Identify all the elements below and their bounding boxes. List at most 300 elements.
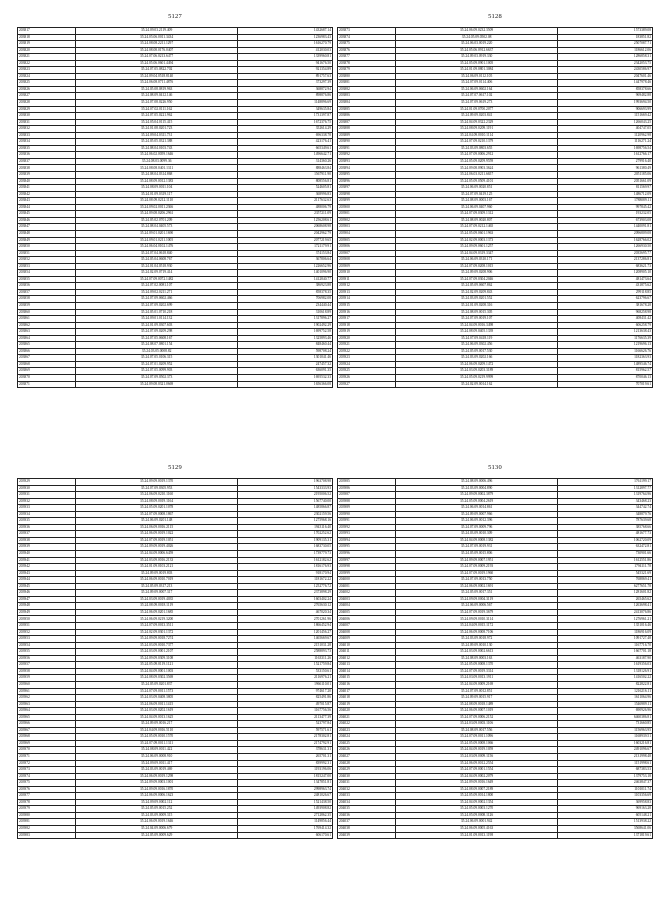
code-cell: 35.24.05.09.0009.629 xyxy=(76,832,238,839)
row-id-cell: 203830 xyxy=(18,113,76,120)
code-cell: 35.24.07.09.0019.931 xyxy=(396,544,558,551)
code-cell: 35.24.09.09.0002.3879 xyxy=(396,492,558,499)
row-id-cell: 203994 xyxy=(338,537,396,544)
amount-cell: 969482.88 xyxy=(558,93,653,100)
code-cell: 35.24.05.04.0115.415 xyxy=(76,119,238,126)
row-id-cell: 203973 xyxy=(18,767,76,774)
code-cell: 35.24.08.09.0405.1339 xyxy=(396,329,558,336)
row-id-cell: 203981 xyxy=(18,819,76,826)
row-id-cell: 203998 xyxy=(338,564,396,571)
amount-cell: 385768.66 xyxy=(558,524,653,531)
code-cell: 35.24.07.02.0081.107 xyxy=(76,283,238,290)
amount-cell: 2507087.71 xyxy=(558,41,653,48)
code-cell: 35.24.07.09.0212.1465 xyxy=(396,224,558,231)
code-cell: 35.24.06.09.0006.567 xyxy=(396,603,558,610)
code-cell: 35.24.03.05.0008.82 xyxy=(76,348,238,355)
code-cell: 35.24.02.09.0209.843 xyxy=(396,289,558,296)
row-id-cell: 203907 xyxy=(338,250,396,257)
code-cell: 35.24.05.09.0607.862 xyxy=(396,283,558,290)
amount-cell: 265465.62 xyxy=(558,596,653,603)
row-id-cell: 203824 xyxy=(18,73,76,80)
row-id-cell: 203876 xyxy=(338,47,396,54)
amount-cell: 1371819.61 xyxy=(558,832,653,839)
row-id-cell: 203937 xyxy=(18,531,76,538)
amount-cell: 1619356.03 xyxy=(558,662,653,669)
code-cell: 35.24.07.09.0011.1096 xyxy=(396,734,558,741)
code-cell: 35.24.05.09.0010.1570 xyxy=(76,734,238,741)
code-cell: 35.24.07.05.0822.702 xyxy=(76,67,238,74)
code-cell: 35.24.05.04.0608.767 xyxy=(76,257,238,264)
row-id-cell: 204012 xyxy=(338,655,396,662)
row-id-cell: 204000 xyxy=(338,577,396,584)
amount-cell: 2113477.39 xyxy=(238,714,333,721)
amount-cell: 1909135.31 xyxy=(238,537,333,544)
amount-cell: 497015.87 xyxy=(238,701,333,708)
row-id-cell: 203997 xyxy=(338,557,396,564)
row-id-cell: 203956 xyxy=(18,655,76,662)
code-cell: 35.24.04.09.0009.2169 xyxy=(396,681,558,688)
code-cell: 35.24.06.09.0232.3509 xyxy=(396,28,558,35)
amount-cell: 1546989.11 xyxy=(558,701,653,708)
amount-cell: 1603216.81 xyxy=(558,740,653,747)
table-row xyxy=(338,832,653,839)
amount-cell: 6460386.81 xyxy=(558,714,653,721)
row-id-cell: 203857 xyxy=(18,289,76,296)
code-cell: 35.24.05.09.0209.9559 xyxy=(396,158,558,165)
amount-cell: 1612182.62 xyxy=(238,557,333,564)
row-id-cell: 203897 xyxy=(338,185,396,192)
amount-cell: 906693.99 xyxy=(558,106,653,113)
code-cell: 35.24.03.09.0013.1911 xyxy=(396,675,558,682)
row-id-cell: 203886 xyxy=(338,113,396,120)
row-id-cell: 204029 xyxy=(338,767,396,774)
code-cell: 35.24.07.09.0011.1311 xyxy=(76,740,238,747)
amount-cell: 605148.21 xyxy=(558,812,653,819)
row-id-cell: 204008 xyxy=(338,629,396,636)
amount-cell: 381678.28 xyxy=(558,302,653,309)
amount-cell: 2174792.91 xyxy=(238,740,333,747)
row-id-cell: 203923 xyxy=(338,355,396,362)
amount-cell: 606170.61 xyxy=(238,832,333,839)
amount-cell: 1866452.94 xyxy=(238,623,333,630)
code-cell: 35.24.09.09.0016.1870 xyxy=(76,786,238,793)
amount-cell: 349635.84 xyxy=(238,106,333,113)
code-cell: 35.24.07.09.0006.2912 xyxy=(396,152,558,159)
code-cell: 35.24.04.09.0019.1059 xyxy=(396,747,558,754)
code-cell: 35.24.04.09.0001.1003 xyxy=(76,668,238,675)
code-cell: 35.24.05.05.0321.388 xyxy=(76,139,238,146)
amount-cell: 314360.26 xyxy=(238,158,333,165)
code-cell: 35.24.02.09.0719.414 xyxy=(76,270,238,277)
page-number: 5130 xyxy=(488,464,502,471)
code-cell: 35.24.06.09.0201.1685 xyxy=(76,609,238,616)
code-cell: 35.24.04.09.0322.2329 xyxy=(396,119,558,126)
code-cell: 35.24.03.09.0018.972 xyxy=(396,636,558,643)
code-cell: 35.24.09.09.0019.1370 xyxy=(76,479,238,486)
code-cell: 35.24.07.09.0019.1051 xyxy=(76,537,238,544)
amount-cell: 1496642.71 xyxy=(238,152,333,159)
row-id-cell: 203850 xyxy=(18,244,76,251)
amount-cell: 898876.86 xyxy=(238,93,333,100)
code-cell: 35.24.05.09.0003.1270 xyxy=(396,806,558,813)
amount-cell: 1485866.87 xyxy=(238,505,333,512)
code-cell: 35.24.09.09.0010.3114 xyxy=(396,616,558,623)
amount-cell: 2096809.08 xyxy=(558,230,653,237)
amount-cell: 1148896.69 xyxy=(238,100,333,107)
row-id-cell: 203839 xyxy=(18,172,76,179)
amount-cell: 1275968.16 xyxy=(238,518,333,525)
row-id-cell: 203854 xyxy=(18,270,76,277)
row-id-cell: 203843 xyxy=(18,198,76,205)
code-cell: 35.24.09.01.0201.1690 xyxy=(76,230,238,237)
amount-cell: 2035695.77 xyxy=(558,250,653,257)
row-id-cell: 203957 xyxy=(18,662,76,669)
row-id-cell: 203896 xyxy=(338,178,396,185)
code-cell: 35.24.06.03.0019.220 xyxy=(396,41,558,48)
amount-cell: 1672376.75 xyxy=(238,119,333,126)
amount-cell: 386923.88 xyxy=(238,283,333,290)
code-cell: 35.24.04.09.0016.3498 xyxy=(396,322,558,329)
row-id-cell: 203827 xyxy=(18,93,76,100)
code-cell: 35.24.09.09.0015.917 xyxy=(396,695,558,702)
code-cell: 35.24.08.09.0015.305 xyxy=(396,309,558,316)
code-cell: 35.24.06.09.0219.3200 xyxy=(76,616,238,623)
code-cell: 35.24.09.02.0011.2366 xyxy=(76,204,238,211)
amount-cell: 523797.84 xyxy=(238,721,333,728)
row-id-cell: 203888 xyxy=(338,126,396,133)
amount-cell: 2047601.46 xyxy=(558,73,653,80)
code-cell: 35.24.06.09.0010.7019 xyxy=(76,577,238,584)
code-cell: 35.24.05.09.0014.1800 xyxy=(396,793,558,800)
amount-cell: 2998963.74 xyxy=(238,786,333,793)
code-cell: 35.24.07.09.0019.1960 xyxy=(396,570,558,577)
amount-cell: 1151669.42 xyxy=(558,113,653,120)
code-cell: 35.24.08.09.0011.422 xyxy=(76,747,238,754)
code-cell: 35.24.06.09.0209.1472 xyxy=(396,361,558,368)
amount-cell: 2051185.06 xyxy=(558,172,653,179)
row-id-cell: 203852 xyxy=(18,257,76,264)
amount-cell: 1216216.11 xyxy=(558,688,653,695)
code-cell: 35.24.06.09.0020.851 xyxy=(396,185,558,192)
amount-cell: 2765630.12 xyxy=(238,603,333,610)
row-id-cell: 203833 xyxy=(18,132,76,139)
amount-cell: 1091727.48 xyxy=(558,636,653,643)
code-cell: 35.24.06.09.0016.2115 xyxy=(76,524,238,531)
amount-cell: 690926.96 xyxy=(558,708,653,715)
amount-cell: 2131998.48 xyxy=(558,753,653,760)
page-5129 xyxy=(17,461,333,896)
row-id-cell: 203914 xyxy=(338,296,396,303)
amount-cell: 2068608.98 xyxy=(238,224,333,231)
row-id-cell: 203883 xyxy=(338,93,396,100)
amount-cell: 279916.40 xyxy=(558,158,653,165)
code-cell: 35.24.06.09.0019.1646 xyxy=(76,819,238,826)
row-id-cell: 203837 xyxy=(18,158,76,165)
code-cell: 35.24.07.02.0111.162 xyxy=(76,106,238,113)
row-id-cell: 204016 xyxy=(338,681,396,688)
amount-cell: 1252776.72 xyxy=(238,583,333,590)
amount-cell: 412030.03 xyxy=(238,47,333,54)
row-id-cell: 203980 xyxy=(18,812,76,819)
amount-cell: 481677.73 xyxy=(558,531,653,538)
amount-cell: 1573389.08 xyxy=(558,28,653,35)
row-id-cell: 203818 xyxy=(18,34,76,41)
amount-cell: 768869.41 xyxy=(558,577,653,584)
row-id-cell: 203836 xyxy=(18,152,76,159)
row-id-cell: 203822 xyxy=(18,60,76,67)
row-id-cell: 204018 xyxy=(338,695,396,702)
code-cell: 35.24.07.09.0006.2152 xyxy=(396,714,558,721)
row-id-cell: 204021 xyxy=(338,714,396,721)
code-cell: 35.24.09.09.0019.803 xyxy=(76,570,238,577)
amount-cell: 344742.74 xyxy=(558,505,653,512)
code-cell: 35.24.04.09.0013.1625 xyxy=(76,714,238,721)
code-cell: 35.24.07.05.0221.962 xyxy=(76,113,238,120)
row-id-cell: 203988 xyxy=(338,498,396,505)
code-cell: 35.24.07.08.0226.950 xyxy=(76,100,238,107)
row-id-cell: 204003 xyxy=(338,596,396,603)
amount-cell: 1731397.87 xyxy=(238,113,333,120)
code-cell: 35.24.03.09.0010.7377 xyxy=(76,642,238,649)
row-id-cell: 203930 xyxy=(18,485,76,492)
amount-cell: 858378.35 xyxy=(238,289,333,296)
code-cell: 35.24.02.09.0014.162 xyxy=(396,381,558,388)
row-id-cell: 203941 xyxy=(18,557,76,564)
row-id-cell: 203929 xyxy=(18,479,76,486)
row-id-cell: 203901 xyxy=(338,211,396,218)
amount-cell: 1201456.27 xyxy=(238,629,333,636)
code-cell: 35.24.06.09.0310.171 xyxy=(396,257,558,264)
amount-cell: 1612551.86 xyxy=(558,557,653,564)
code-cell: 35.24.06.09.0407.960 xyxy=(396,204,558,211)
amount-cell: 2302159.56 xyxy=(238,511,333,518)
row-id-cell: 203965 xyxy=(18,714,76,721)
amount-cell: 1447978.46 xyxy=(558,80,653,87)
row-id-cell: 203891 xyxy=(338,145,396,152)
amount-cell: 1263698.41 xyxy=(558,603,653,610)
row-id-cell: 203879 xyxy=(338,67,396,74)
amount-cell: 1186612.06 xyxy=(558,47,653,54)
row-id-cell: 204010 xyxy=(338,642,396,649)
code-cell: 35.24.09.09.0002.112 xyxy=(76,799,238,806)
amount-cell: 1301041.46 xyxy=(238,355,333,362)
code-cell: 35.24.04.09.0010.1114 xyxy=(396,132,558,139)
code-cell: 35.24.05.09.0509.4101 xyxy=(396,178,558,185)
row-id-cell: 203842 xyxy=(18,191,76,198)
page-5127 xyxy=(17,10,333,440)
code-cell: 35.24.09.09.0309.3108 xyxy=(76,655,238,662)
code-cell: 35.24.07.05.0106.315 xyxy=(76,355,238,362)
amount-cell: 1120962.98 xyxy=(558,132,653,139)
code-cell: 35.24.07.09.0001.1554 xyxy=(396,767,558,774)
code-cell: 35.24.06.09.0012.396 xyxy=(396,518,558,525)
code-cell: 35.24.05.09.0017.351 xyxy=(396,590,558,597)
amount-cell: 2373898.29 xyxy=(238,590,333,597)
code-cell: 35.24.01.09.0319.117 xyxy=(76,191,238,198)
amount-cell: 1266043.25 xyxy=(558,119,653,126)
row-id-cell: 204026 xyxy=(338,747,396,754)
row-id-cell: 203880 xyxy=(338,73,396,80)
code-cell: 35.24.05.09.0317.213 xyxy=(76,583,238,590)
row-id-cell: 203976 xyxy=(18,786,76,793)
code-cell: 35.24.08.04.0405.573 xyxy=(76,224,238,231)
code-cell: 35.24.06.09.0001.942 xyxy=(396,819,558,826)
amount-cell: 369958.83 xyxy=(558,799,653,806)
row-id-cell: 203948 xyxy=(18,603,76,610)
code-cell: 35.24.03.09.0009.1156 xyxy=(396,753,558,760)
row-id-cell: 203995 xyxy=(338,544,396,551)
row-id-cell: 203861 xyxy=(18,316,76,323)
amount-cell: 1101011.74 xyxy=(558,786,653,793)
row-id-cell: 204007 xyxy=(338,623,396,630)
row-id-cell: 203834 xyxy=(18,139,76,146)
row-id-cell: 203938 xyxy=(18,537,76,544)
amount-cell: 1963708.98 xyxy=(238,479,333,486)
code-cell: 35.24.03.09.0010.309 xyxy=(396,531,558,538)
row-id-cell: 203955 xyxy=(18,649,76,656)
row-id-cell: 203820 xyxy=(18,47,76,54)
code-cell: 35.24.05.09.0008.1126 xyxy=(396,812,558,819)
row-id-cell: 203823 xyxy=(18,67,76,74)
code-cell: 35.24.04.09.0006.679 xyxy=(76,825,238,832)
row-id-cell: 203920 xyxy=(338,335,396,342)
row-id-cell: 203942 xyxy=(18,564,76,571)
code-cell: 35.24.09.04.0311.731 xyxy=(76,132,238,139)
code-cell: 35.24.07.04.0618.840 xyxy=(76,250,238,257)
row-id-cell: 203889 xyxy=(338,132,396,139)
row-id-cell: 203911 xyxy=(338,276,396,283)
code-cell: 35.24.08.03.0099.36 xyxy=(76,158,238,165)
amount-cell: 299118.85 xyxy=(558,289,653,296)
code-cell: 35.24.08.08.2211.1297 xyxy=(76,41,238,48)
code-cell: 35.24.03.09.0202.1619 xyxy=(76,708,238,715)
row-id-cell: 203844 xyxy=(18,204,76,211)
amount-cell: 265701.31 xyxy=(238,753,333,760)
code-cell: 35.24.04.09.0008.1382 xyxy=(396,537,558,544)
amount-cell: 1401096.90 xyxy=(238,270,333,277)
code-cell: 35.24.05.09.0015.806 xyxy=(396,551,558,558)
row-id-cell: 203862 xyxy=(18,322,76,329)
amount-cell: 1286858.31 xyxy=(558,54,653,61)
row-id-cell: 203913 xyxy=(338,289,396,296)
code-cell: 35.24.05.09.0502.08 xyxy=(396,34,558,41)
row-id-cell: 203904 xyxy=(338,230,396,237)
code-cell: 35.24.07.09.0202.699 xyxy=(76,302,238,309)
code-cell: 35.24.04.09.0319.3347 xyxy=(396,250,558,257)
row-id-cell: 203947 xyxy=(18,596,76,603)
amount-cell: 2712862.35 xyxy=(238,812,333,819)
amount-cell: 839992.31 xyxy=(238,760,333,767)
amount-cell: 1226652.96 xyxy=(238,263,333,270)
row-id-cell: 203882 xyxy=(338,86,396,93)
amount-cell: 368996.83 xyxy=(238,191,333,198)
amount-cell: 1543333.93 xyxy=(238,485,333,492)
amount-cell: 2178302.81 xyxy=(238,734,333,741)
row-id-cell: 204025 xyxy=(338,740,396,747)
amount-cell: 1281601.82 xyxy=(558,590,653,597)
amount-cell: 183851.82 xyxy=(558,34,653,41)
code-cell: 35.24.03.09.0001.2107 xyxy=(76,649,238,656)
code-cell: 35.24.06.09.0014.861 xyxy=(396,505,558,512)
code-cell: 35.24.05.09.0201.837 xyxy=(76,681,238,688)
row-id-cell: 204013 xyxy=(338,662,396,669)
code-cell: 35.24.07.09.0309.1312 xyxy=(396,211,558,218)
code-cell: 35.24.07.09.0209.298 xyxy=(76,329,238,336)
row-id-cell: 203985 xyxy=(338,479,396,486)
amount-cell: 374153.84 xyxy=(238,250,333,257)
code-cell: 35.24.04.09.0002.2079 xyxy=(396,773,558,780)
row-id-cell: 204034 xyxy=(338,799,396,806)
amount-cell: 1167756.56 xyxy=(238,708,333,715)
row-id-cell: 203999 xyxy=(338,570,396,577)
amount-cell: 1176635.39 xyxy=(558,335,653,342)
code-cell: 35.24.08.09.0007.2189 xyxy=(396,786,558,793)
row-id-cell: 203959 xyxy=(18,675,76,682)
page-5130 xyxy=(337,461,653,896)
row-id-cell: 203979 xyxy=(18,806,76,813)
code-cell: 35.24.08.09.0017.556 xyxy=(396,727,558,734)
row-id-cell: 203869 xyxy=(18,368,76,375)
amount-cell: 1347851.81 xyxy=(238,780,333,787)
code-cell: 35.24.05.09.0008.1066 xyxy=(396,740,558,747)
row-id-cell: 204023 xyxy=(338,727,396,734)
code-cell: 35.24.02.09.0003.1373 xyxy=(396,237,558,244)
row-id-cell: 203990 xyxy=(338,511,396,518)
code-cell: 35.24.01.09.0208.316 xyxy=(396,302,558,309)
row-id-cell: 203962 xyxy=(18,695,76,702)
code-cell: 35.24.06.09.0008.910 xyxy=(76,753,238,760)
amount-cell: 2051661.09 xyxy=(558,178,653,185)
amount-cell: 969163.28 xyxy=(558,806,653,813)
row-id-cell: 203832 xyxy=(18,126,76,133)
row-id-cell: 203846 xyxy=(18,217,76,224)
code-cell: 35.24.01.09.0700.2077 xyxy=(396,106,558,113)
row-id-cell: 203935 xyxy=(18,518,76,525)
amount-cell: 2342053.75 xyxy=(558,60,653,67)
row-id-cell: 203871 xyxy=(18,381,76,388)
code-cell: 35.24.04.09.0016.5110 xyxy=(76,727,238,734)
row-id-cell: 203838 xyxy=(18,165,76,172)
code-cell: 35.24.08.09.0019.1164 xyxy=(76,498,238,505)
row-id-cell: 203849 xyxy=(18,237,76,244)
amount-cell: 1062720.09 xyxy=(558,537,653,544)
row-id-cell: 203825 xyxy=(18,80,76,87)
row-id-cell: 204014 xyxy=(338,668,396,675)
amount-cell: 533150.61 xyxy=(238,668,333,675)
amount-cell: 632472.81 xyxy=(558,544,653,551)
row-id-cell: 203870 xyxy=(18,374,76,381)
amount-cell: 1465669.67 xyxy=(238,636,333,643)
amount-cell: 1182363.93 xyxy=(558,355,653,362)
row-id-cell: 204002 xyxy=(338,590,396,597)
code-cell: 35.24.08.04.0103.743 xyxy=(76,145,238,152)
amount-cell: 488006.79 xyxy=(238,204,333,211)
code-cell: 35.24.06.04.0102.1476 xyxy=(76,244,238,251)
row-id-cell: 203925 xyxy=(338,368,396,375)
code-cell: 35.24.08.09.0412.146 xyxy=(76,93,238,100)
amount-cell: 1319764.96 xyxy=(558,492,653,499)
code-cell: 35.24.07.09.0019.107 xyxy=(396,316,558,323)
row-id-cell: 203982 xyxy=(18,825,76,832)
row-id-cell: 203961 xyxy=(18,688,76,695)
row-id-cell: 204006 xyxy=(338,616,396,623)
code-cell: 35.24.07.09.0305.953 xyxy=(76,485,238,492)
amount-cell: 1993694.50 xyxy=(558,100,653,107)
amount-cell: 870046.13 xyxy=(558,374,653,381)
row-id-cell: 203875 xyxy=(338,41,396,48)
code-cell: 35.24.07.05.0608.167 xyxy=(76,335,238,342)
amount-cell: 606258.79 xyxy=(558,322,653,329)
